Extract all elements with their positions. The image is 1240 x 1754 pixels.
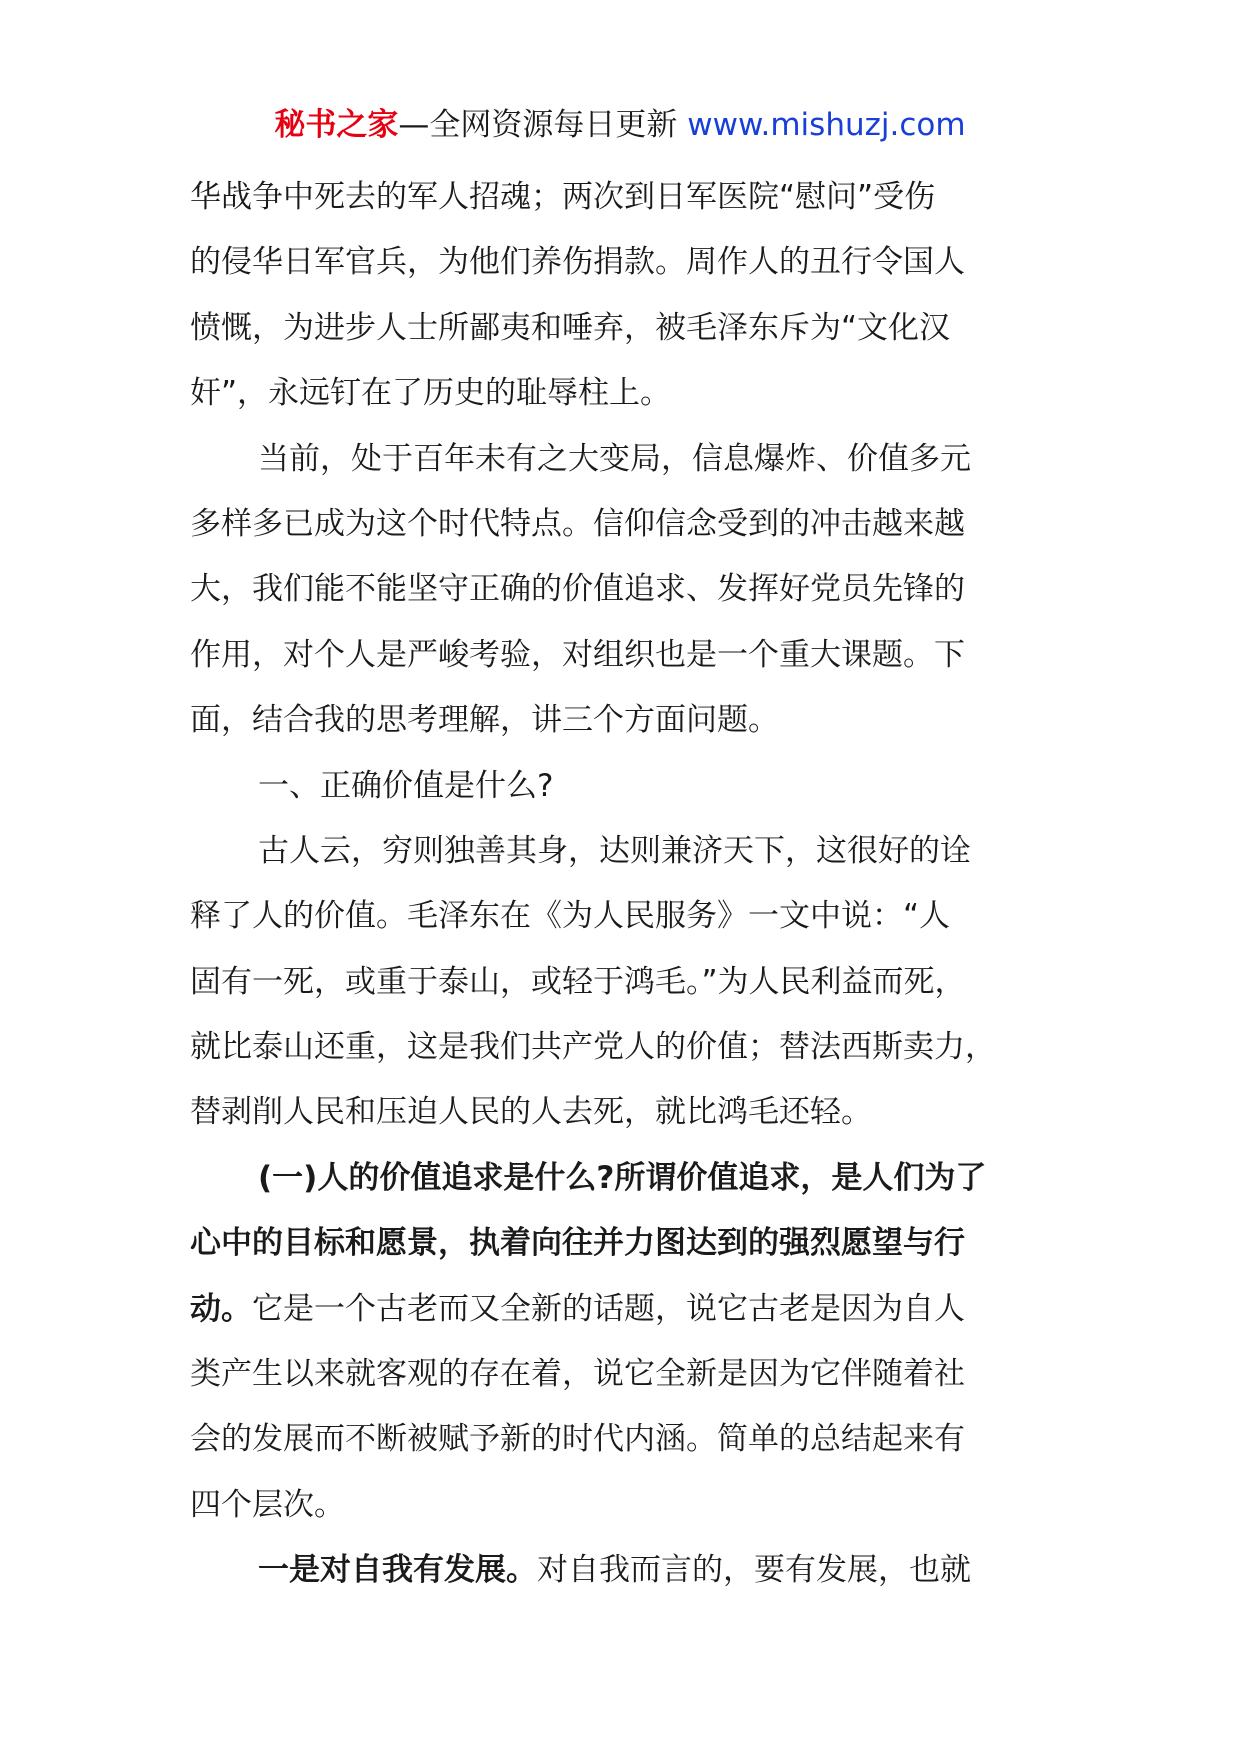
text-line: 释了人的价值。毛泽东在《为人民服务》一文中说：“人 xyxy=(190,898,951,935)
line-text: 它是一个古老而又全新的话题，说它古老是因为自人 xyxy=(252,1290,965,1327)
subsection-heading-continued: 心中的目标和愿景，执着向往并力图达到的强烈愿望与行 xyxy=(190,1225,965,1262)
section-heading: 一、正确价值是什么? xyxy=(258,767,554,804)
paragraph-first-line xyxy=(190,1538,1070,1603)
site-header xyxy=(0,103,1240,147)
text-line: 作用，对个人是严峻考验，对组织也是一个重大课题。下 xyxy=(190,636,965,673)
text-line: 面，结合我的思考理解，讲三个方面问题。 xyxy=(190,702,779,739)
text-line xyxy=(190,1277,1070,1342)
bold-lead: 一是对自我有发展。 xyxy=(258,1552,537,1589)
text-line: 奸”，永远钉在了历史的耻辱柱上。 xyxy=(190,375,672,412)
paragraph-first-line: 当前，处于百年未有之大变局，信息爆炸、价值多元 xyxy=(258,440,971,477)
paragraph-first-line: 古人云，穷则独善其身，达则兼济天下，这很好的诠 xyxy=(258,832,971,869)
text-line: 就比泰山还重，这是我们共产党人的价值；替法西斯卖力， xyxy=(190,1029,996,1066)
header-tagline: —全网资源每日更新 xyxy=(398,107,678,143)
text-line: 多样多已成为这个时代特点。信仰信念受到的冲击越来越 xyxy=(190,505,965,542)
text-line: 的侵华日军官兵，为他们养伤捐款。周作人的丑行令国人 xyxy=(190,244,965,281)
text-line: 四个层次。 xyxy=(190,1486,345,1523)
bold-lead: 动。 xyxy=(190,1290,252,1327)
subsection-heading: (一)人的价值追求是什么?所谓价值追求，是人们为了 xyxy=(258,1159,987,1196)
text-line: 华战争中死去的军人招魂；两次到日军医院“慰问”受伤 xyxy=(190,179,936,215)
line-text: 对自我而言的，要有发展，也就 xyxy=(537,1552,971,1589)
document-body xyxy=(190,165,1070,1604)
text-line: 替剥削人民和压迫人民的人去死，就比鸿毛还轻。 xyxy=(190,1094,872,1131)
brand-name: 秘书之家 xyxy=(274,107,399,143)
text-line: 愤慨，为进步人士所鄙夷和唾弃，被毛泽东斥为“文化汉 xyxy=(190,309,951,346)
text-line: 大，我们能不能坚守正确的价值追求、发挥好党员先锋的 xyxy=(190,571,965,608)
site-url-link[interactable]: www.mishuzj.com xyxy=(687,107,966,143)
text-line: 固有一死，或重于泰山，或轻于鸿毛。”为人民利益而死， xyxy=(190,963,966,1000)
text-line: 类产生以来就客观的存在着，说它全新是因为它伴随着社 xyxy=(190,1356,965,1393)
text-line: 会的发展而不断被赋予新的时代内涵。简单的总结起来有 xyxy=(190,1421,965,1458)
